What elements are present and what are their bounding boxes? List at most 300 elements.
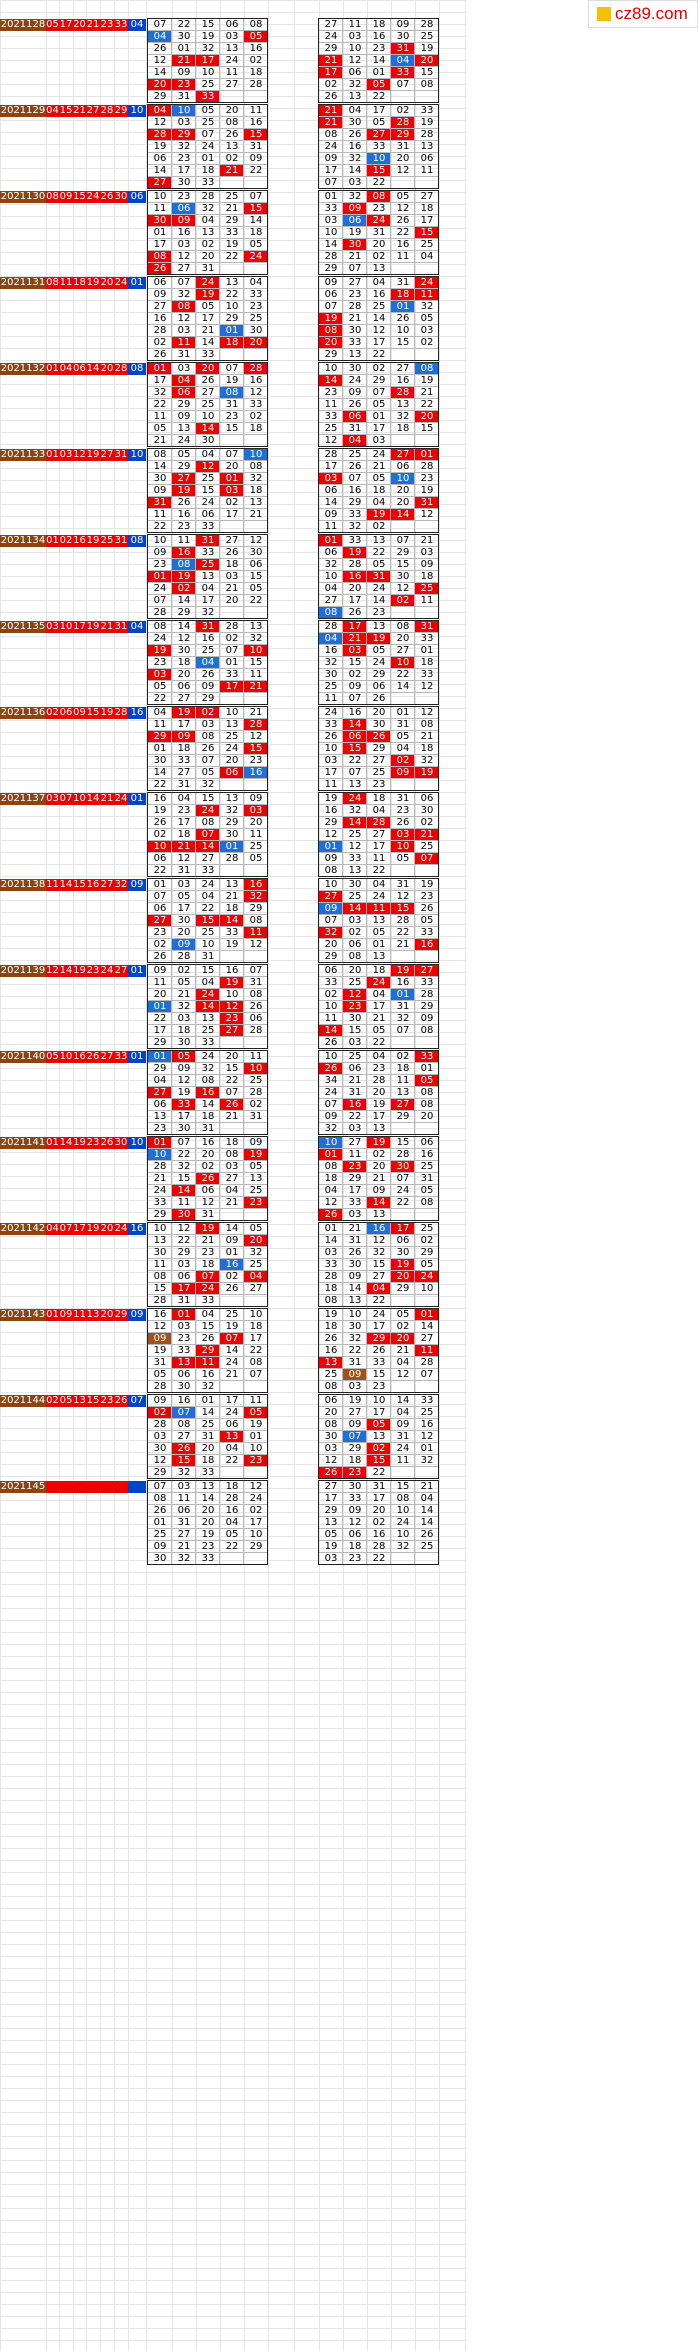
right-grid-cell: 04 (396, 1357, 410, 1368)
right-grid-cell: 19 (420, 879, 434, 890)
right-grid-cell: 31 (348, 1357, 362, 1368)
left-grid-cell: 25 (225, 1309, 239, 1320)
right-grid-cell: 15 (396, 559, 410, 570)
right-grid-cell: 03 (420, 547, 434, 558)
left-grid-cell: 17 (225, 1395, 239, 1406)
left-grid-cell: 17 (172, 1283, 196, 1295)
left-grid-cell: 11 (153, 1259, 167, 1270)
right-grid-cell: 17 (343, 621, 367, 633)
right-grid-cell: 05 (420, 1185, 434, 1196)
left-grid-cell: 26 (177, 497, 191, 508)
grid-line (0, 2268, 465, 2269)
red-ball-number: 30 (114, 1137, 128, 1148)
left-grid-cell: 23 (177, 521, 191, 532)
left-grid-cell: 14 (177, 621, 191, 632)
left-grid-cell: 26 (220, 1099, 244, 1111)
right-grid-cell: 01 (391, 989, 415, 1001)
right-grid-cell: 30 (420, 805, 434, 816)
grid-line (0, 696, 465, 697)
left-grid-cell: 29 (225, 817, 239, 828)
left-grid-cell: 10 (244, 1063, 268, 1075)
left-grid-cell: 13 (201, 227, 215, 238)
right-grid-cell: 17 (372, 423, 386, 434)
left-grid-cell: 30 (148, 215, 172, 227)
right-grid-cell: 13 (348, 865, 362, 876)
grid-line (0, 1716, 465, 1717)
left-grid-cell: 02 (225, 1271, 239, 1282)
right-grid-cell: 20 (319, 337, 343, 349)
right-grid-cell: 27 (372, 829, 386, 840)
left-grid-cell: 32 (153, 387, 167, 398)
left-grid-cell: 21 (225, 1197, 239, 1208)
right-grid-cell: 08 (420, 1099, 434, 1110)
left-grid-cell: 16 (249, 375, 263, 386)
grid-line (86, 0, 87, 2351)
left-grid-cell: 25 (201, 399, 215, 410)
left-grid-cell: 13 (225, 141, 239, 152)
right-grid-cell: 06 (420, 153, 434, 164)
left-grid-cell: 12 (196, 461, 220, 473)
left-grid-cell: 21 (249, 509, 263, 520)
grid-line (0, 1704, 465, 1705)
red-ball-number: 14 (59, 879, 73, 890)
left-grid-cell: 05 (249, 853, 263, 864)
left-grid-cell: 20 (201, 251, 215, 262)
left-grid-cell: 10 (201, 939, 215, 950)
grid-line (0, 1656, 465, 1657)
left-grid-cell: 30 (225, 829, 239, 840)
left-grid-cell: 04 (244, 1271, 268, 1283)
grid-line (0, 1740, 465, 1741)
blue-ball-number: 07 (128, 1395, 146, 1407)
right-grid-cell: 14 (348, 165, 362, 176)
right-grid-cell: 12 (372, 325, 386, 336)
right-grid-cell: 09 (372, 1185, 386, 1196)
left-grid-cell: 24 (225, 1357, 239, 1368)
left-grid-cell: 06 (172, 203, 196, 215)
right-grid-cell: 17 (372, 1321, 386, 1332)
right-grid-cell: 19 (319, 313, 343, 325)
grid-line (0, 780, 465, 781)
red-ball-number: 27 (86, 105, 100, 116)
grid-line (0, 2328, 465, 2329)
right-grid-cell: 29 (348, 1443, 362, 1454)
left-grid-cell: 07 (225, 645, 239, 656)
right-grid-cell: 24 (324, 707, 338, 718)
grid-line (268, 0, 269, 2351)
left-grid-cell: 03 (177, 1321, 191, 1332)
grid-line (0, 876, 465, 877)
right-grid-cell: 20 (415, 55, 439, 67)
right-grid-cell: 34 (324, 1075, 338, 1086)
left-grid-cell: 29 (148, 731, 172, 743)
left-grid-cell: 28 (153, 1295, 167, 1306)
left-grid-cell: 21 (225, 891, 239, 902)
left-grid-cell: 11 (249, 669, 263, 680)
red-ball-number: 26 (100, 1137, 114, 1148)
right-grid-cell: 05 (367, 1419, 391, 1431)
left-grid-cell: 27 (148, 915, 172, 927)
right-grid-cell: 09 (324, 853, 338, 864)
left-grid-cell: 29 (153, 1063, 167, 1074)
grid-line (0, 1728, 465, 1729)
left-grid-cell: 29 (177, 399, 191, 410)
right-grid-cell: 16 (343, 571, 367, 583)
grid-line (0, 2172, 465, 2173)
right-grid-cell: 10 (324, 571, 338, 582)
right-grid-cell: 30 (372, 719, 386, 730)
right-grid-cell: 10 (324, 1051, 338, 1062)
left-grid-cell: 28 (153, 1161, 167, 1172)
right-grid-cell: 13 (372, 915, 386, 926)
right-grid-cell: 23 (372, 203, 386, 214)
right-grid-cell: 07 (396, 1173, 410, 1184)
left-grid-cell: 14 (196, 841, 220, 853)
left-grid-cell: 33 (201, 177, 215, 188)
left-grid-cell: 03 (177, 117, 191, 128)
right-grid-cell: 11 (396, 251, 410, 262)
red-ball-number: 33 (114, 1051, 128, 1062)
red-ball-number: 24 (114, 277, 128, 288)
left-grid-cell: 25 (249, 313, 263, 324)
left-grid-cell: 29 (249, 903, 263, 914)
left-grid-cell: 33 (225, 227, 239, 238)
right-grid-cell: 28 (367, 817, 391, 829)
left-grid-cell: 20 (244, 1235, 268, 1247)
left-grid-cell: 29 (172, 129, 196, 141)
right-grid-cell: 30 (348, 1321, 362, 1332)
left-grid-cell: 24 (225, 1407, 239, 1418)
right-grid-cell: 11 (415, 1345, 439, 1357)
red-ball-number: 15 (86, 707, 100, 718)
left-grid-cell: 32 (201, 203, 215, 214)
right-grid-cell: 25 (348, 891, 362, 902)
right-grid-cell: 05 (372, 645, 386, 656)
right-grid-cell: 20 (372, 1087, 386, 1098)
red-ball-number: 12 (73, 449, 86, 460)
right-grid-cell: 24 (367, 977, 391, 989)
issue-label: 2021139 (0, 965, 46, 976)
left-grid-cell: 03 (177, 1259, 191, 1270)
grid-line (0, 1560, 465, 1561)
left-grid-cell: 05 (249, 239, 263, 250)
right-grid-cell: 27 (319, 891, 343, 903)
right-grid-cell: 31 (372, 1481, 386, 1492)
left-grid-cell: 07 (196, 829, 220, 841)
left-grid-cell: 25 (201, 645, 215, 656)
left-grid-cell: 33 (177, 1345, 191, 1356)
red-ball-number: 04 (46, 105, 59, 116)
right-grid-cell: 25 (420, 1161, 434, 1172)
grid-line (0, 1752, 465, 1753)
grid-line (0, 2016, 465, 2017)
left-grid-cell: 11 (249, 1395, 263, 1406)
right-grid-cell: 05 (396, 1309, 410, 1320)
red-ball-number: 17 (73, 621, 86, 632)
left-grid-cell: 18 (249, 423, 263, 434)
right-grid-cell: 14 (420, 1321, 434, 1332)
right-grid-cell: 33 (420, 927, 434, 938)
right-grid-cell: 29 (420, 1001, 434, 1012)
issue-label: 2021132 (0, 363, 46, 374)
right-grid-cell: 16 (372, 289, 386, 300)
right-grid-cell: 08 (420, 719, 434, 730)
red-ball-number: 19 (86, 535, 100, 546)
left-grid-cell: 18 (225, 1481, 239, 1492)
right-grid-cell: 17 (372, 1493, 386, 1504)
right-grid-cell: 20 (391, 1271, 415, 1283)
right-grid-cell: 04 (396, 743, 410, 754)
left-grid-cell: 05 (153, 681, 167, 692)
left-grid-cell: 07 (225, 1087, 239, 1098)
right-grid-cell: 31 (396, 719, 410, 730)
left-grid-cell: 28 (249, 1087, 263, 1098)
right-grid-cell: 29 (396, 1111, 410, 1122)
right-grid-cell: 13 (372, 263, 386, 274)
grid-line (0, 1668, 465, 1669)
left-grid-cell: 24 (177, 435, 191, 446)
left-grid-cell: 07 (153, 1481, 167, 1492)
right-grid-cell: 31 (348, 423, 362, 434)
right-grid-cell: 18 (420, 657, 434, 668)
right-grid-cell: 26 (319, 1209, 343, 1221)
left-grid-cell: 01 (201, 153, 215, 164)
right-grid-cell: 25 (324, 423, 338, 434)
left-grid-cell: 19 (225, 939, 239, 950)
left-grid-cell: 20 (148, 79, 172, 91)
grid-line (114, 0, 115, 2351)
left-grid-cell: 13 (249, 1173, 263, 1184)
right-grid-cell: 33 (420, 633, 434, 644)
left-grid-cell: 19 (172, 571, 196, 583)
left-grid-cell: 29 (153, 1209, 167, 1220)
left-grid-cell: 14 (201, 1493, 215, 1504)
right-grid-cell: 16 (324, 1345, 338, 1356)
right-grid-cell: 25 (372, 767, 386, 778)
red-ball-number: 23 (86, 1137, 100, 1148)
right-grid-cell: 20 (348, 965, 362, 976)
right-grid-cell: 15 (420, 423, 434, 434)
left-grid-cell: 26 (148, 263, 172, 275)
left-grid-cell: 19 (225, 375, 239, 386)
left-grid-cell: 12 (220, 1001, 244, 1013)
right-grid-cell: 31 (415, 497, 439, 509)
left-grid-cell: 25 (201, 473, 215, 484)
left-grid-cell: 25 (249, 1259, 263, 1270)
right-grid-cell: 05 (396, 853, 410, 864)
right-grid-cell: 21 (348, 251, 362, 262)
left-grid-cell: 27 (177, 1431, 191, 1442)
right-grid-cell: 21 (420, 535, 434, 546)
left-grid-cell: 20 (249, 817, 263, 828)
right-grid-cell: 19 (367, 1137, 391, 1149)
left-grid-cell: 30 (177, 645, 191, 656)
red-ball-number: 32 (114, 879, 128, 890)
left-grid-cell: 12 (177, 633, 191, 644)
blue-ball-number: 01 (128, 965, 146, 977)
right-grid-cell: 03 (348, 1381, 362, 1392)
red-ball-number: 16 (73, 1051, 86, 1062)
right-grid-cell: 33 (420, 977, 434, 988)
right-grid-cell: 17 (348, 1185, 362, 1196)
left-grid-cell: 08 (225, 1149, 239, 1160)
right-grid-cell: 08 (420, 1087, 434, 1098)
logo-text: cz89.com (615, 4, 688, 23)
left-grid-cell: 08 (201, 1075, 215, 1086)
right-grid-cell: 14 (324, 1235, 338, 1246)
right-grid-cell: 10 (324, 227, 338, 238)
left-grid-cell: 09 (172, 215, 196, 227)
right-grid-cell: 22 (372, 177, 386, 188)
right-grid-cell: 23 (348, 289, 362, 300)
right-grid-cell: 02 (420, 1235, 434, 1246)
left-grid-cell: 17 (153, 375, 167, 386)
right-grid-cell: 04 (391, 55, 415, 67)
left-grid-cell: 31 (196, 535, 220, 547)
left-grid-cell: 02 (249, 55, 263, 66)
site-logo[interactable] (588, 0, 698, 28)
left-grid-cell: 23 (177, 1333, 191, 1344)
left-grid-cell: 15 (225, 1063, 239, 1074)
right-grid-cell: 26 (367, 731, 391, 743)
left-grid-cell: 29 (196, 1345, 220, 1357)
left-grid-cell: 21 (225, 583, 239, 594)
right-grid-cell: 20 (372, 239, 386, 250)
right-grid-cell: 26 (324, 1037, 338, 1048)
left-grid-cell: 14 (225, 1345, 239, 1356)
left-grid-cell: 05 (249, 1161, 263, 1172)
right-grid-cell: 28 (420, 19, 434, 30)
left-grid-cell: 25 (249, 841, 263, 852)
right-grid-cell: 01 (420, 1063, 434, 1074)
left-grid-cell: 06 (225, 19, 239, 30)
left-grid-cell: 30 (177, 1123, 191, 1134)
right-grid-cell: 20 (324, 939, 338, 950)
right-grid-cell: 23 (372, 43, 386, 54)
left-grid-cell: 21 (172, 55, 196, 67)
left-grid-cell: 20 (201, 1443, 215, 1454)
issue-label: 2021130 (0, 191, 46, 202)
right-grid-cell: 04 (372, 879, 386, 890)
left-grid-cell: 12 (177, 853, 191, 864)
right-grid-cell: 06 (420, 793, 434, 804)
right-grid-cell: 13 (348, 779, 362, 790)
right-grid-cell: 21 (348, 1075, 362, 1086)
left-grid-cell: 20 (225, 461, 239, 472)
right-grid-cell: 26 (396, 817, 410, 828)
left-grid-cell: 31 (148, 497, 172, 509)
right-grid-cell: 29 (324, 349, 338, 360)
left-grid-cell: 25 (249, 1075, 263, 1086)
right-grid-cell: 18 (324, 1173, 338, 1184)
issue-label: 2021133 (0, 449, 46, 460)
right-grid-cell: 30 (396, 31, 410, 42)
left-grid-cell: 02 (249, 1099, 263, 1110)
right-grid-cell: 33 (348, 1493, 362, 1504)
right-grid-cell: 24 (415, 1271, 439, 1283)
left-grid-cell: 31 (201, 1123, 215, 1134)
left-grid-cell: 06 (177, 681, 191, 692)
right-grid-cell: 29 (324, 1505, 338, 1516)
left-grid-cell: 23 (201, 1541, 215, 1552)
left-grid-cell: 20 (177, 927, 191, 938)
right-grid-cell: 09 (348, 1505, 362, 1516)
left-grid-cell: 18 (201, 1455, 215, 1466)
right-grid-cell: 08 (324, 1161, 338, 1172)
red-ball-number: 23 (86, 965, 100, 976)
right-grid-cell: 11 (372, 853, 386, 864)
right-grid-cell: 11 (420, 165, 434, 176)
red-ball-number: 07 (59, 1223, 73, 1234)
right-grid-cell: 12 (420, 509, 434, 520)
left-grid-cell: 23 (220, 1013, 244, 1025)
left-grid-cell: 12 (153, 55, 167, 66)
right-grid-cell: 27 (391, 1099, 415, 1111)
left-grid-cell: 27 (177, 693, 191, 704)
right-grid-cell: 18 (372, 965, 386, 976)
red-ball-number: 08 (46, 277, 59, 288)
grid-line (0, 2088, 465, 2089)
right-grid-cell: 09 (348, 1271, 362, 1282)
left-grid-cell: 02 (153, 337, 167, 348)
right-grid-cell: 29 (324, 951, 338, 962)
grid-line (0, 2244, 465, 2245)
left-grid-cell: 08 (220, 387, 244, 399)
grid-line (0, 2208, 465, 2209)
red-ball-number: 01 (46, 535, 59, 546)
red-ball-number: 11 (73, 1309, 86, 1320)
issue-label: 2021142 (0, 1223, 46, 1234)
issue-label: 2021134 (0, 535, 46, 546)
right-grid-cell: 23 (420, 473, 434, 484)
right-grid-cell: 14 (372, 55, 386, 66)
right-grid-cell: 04 (420, 1493, 434, 1504)
right-grid-cell: 10 (324, 1001, 338, 1012)
right-grid-cell: 11 (324, 779, 338, 790)
left-grid-cell: 02 (153, 939, 167, 950)
left-grid-cell: 02 (225, 633, 239, 644)
right-grid-cell: 31 (372, 227, 386, 238)
left-grid-cell: 24 (196, 1283, 220, 1295)
left-grid-cell: 19 (225, 239, 239, 250)
left-grid-cell: 21 (220, 165, 244, 177)
left-grid-cell: 11 (249, 105, 263, 116)
left-grid-cell: 20 (225, 1051, 239, 1062)
left-grid-cell: 19 (225, 1321, 239, 1332)
right-grid-cell: 28 (324, 251, 338, 262)
left-grid-cell: 03 (201, 719, 215, 730)
right-grid-cell: 21 (372, 1013, 386, 1024)
red-ball-number: 26 (86, 1051, 100, 1062)
right-grid-cell: 20 (396, 485, 410, 496)
left-grid-cell: 19 (177, 1087, 191, 1098)
right-grid-cell: 09 (324, 509, 338, 520)
grid-line (0, 1776, 465, 1777)
right-grid-cell: 25 (415, 583, 439, 595)
right-grid-cell: 03 (348, 31, 362, 42)
right-grid-cell: 23 (343, 1001, 367, 1013)
left-grid-cell: 23 (249, 301, 263, 312)
left-grid-cell: 26 (201, 743, 215, 754)
left-grid-cell: 21 (153, 435, 167, 446)
grid-line (0, 1812, 465, 1813)
red-ball-number: 06 (73, 363, 86, 374)
right-grid-cell: 25 (372, 301, 386, 312)
right-grid-cell: 25 (348, 449, 362, 460)
right-grid-cell: 18 (420, 571, 434, 582)
left-grid-cell: 27 (177, 1529, 191, 1540)
left-grid-cell: 32 (201, 1063, 215, 1074)
